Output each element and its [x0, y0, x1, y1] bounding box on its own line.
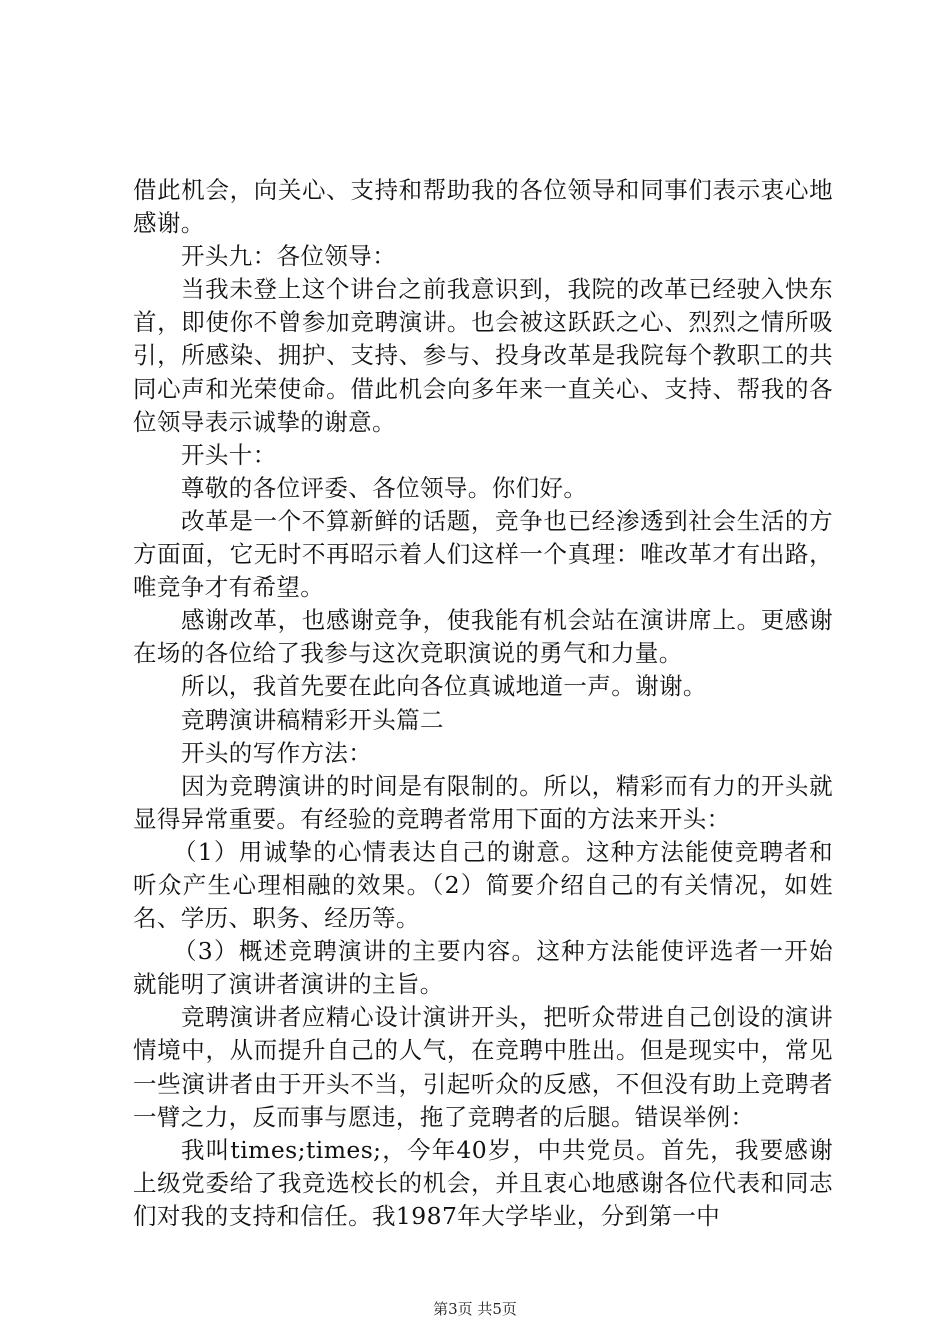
paragraph: （1）用诚挚的心情表达自己的谢意。这种方法能使竞聘者和听众产生心理相融的效果。（2）简要介绍自己的有关情况，如姓名、学历、职务、经历等。 [133, 837, 833, 933]
paragraph: 改革是一个不算新鲜的话题，竞争也已经渗透到社会生活的方方面面，它无时不再昭示着人们这样一个真理：唯改革才有出路，唯竞争才有希望。 [133, 506, 833, 602]
paragraph: 开头十： [181, 440, 277, 469]
paragraph: 当我未登上这个讲台之前我意识到，我院的改革已经驶入快东首，即使你不曾参加竞聘演讲。也会被这跃跃之心、烈烈之情所吸引，所感染、拥护、支持、参与、投身改革是我院每个教职工的共同心声和光荣使命。借此机会向多年来一直关心、支持、帮我的各位领导表示诚挚的谢意。 [133, 275, 833, 436]
page-footer: 第3页 共5页 [433, 1300, 517, 1318]
paragraph: 感谢改革，也感谢竞争，使我能有机会站在演讲席上。更感谢在场的各位给了我参与这次竞职演说的勇气和力量。 [133, 606, 833, 668]
paragraph: 因为竞聘演讲的时间是有限制的。所以，精彩而有力的开头就显得异常重要。有经验的竞聘者常用下面的方法来开头： [133, 771, 833, 833]
paragraph: 竞聘演讲者应精心设计演讲开头，把听众带进自己创设的演讲情境中，从而提升自己的人气，在竞聘中胜出。但是现实中，常见一些演讲者由于开头不当，引起听众的反感，不但没有助上竞聘者一臂之力，反而事与愿违，拖了竞聘者的后腿。错误举例： [133, 1003, 833, 1131]
paragraph: 借此机会，向关心、支持和帮助我的各位领导和同事们表示衷心地感谢。 [133, 176, 833, 238]
paragraph: 开头九：各位领导： [181, 242, 397, 271]
paragraph: 我叫times;times;，今年40岁，中共党员。首先，我要感谢上级党委给了我竞选校长的机会，并且衷心地感谢各位代表和同志们对我的支持和信任。我1987年大学毕业，分到第一中 [133, 1135, 833, 1230]
paragraph: 尊敬的各位评委、各位领导。你们好。 [181, 473, 588, 502]
paragraph: 所以，我首先要在此向各位真诚地道一声。谢谢。 [181, 672, 707, 701]
document-body [133, 174, 833, 1233]
paragraph: 开头的写作方法： [181, 738, 373, 767]
section-heading: 竞聘演讲稿精彩开头篇二 [181, 705, 444, 734]
paragraph: （3）概述竞聘演讲的主要内容。这种方法能使评选者一开始就能明了演讲者演讲的主旨。 [133, 937, 833, 999]
